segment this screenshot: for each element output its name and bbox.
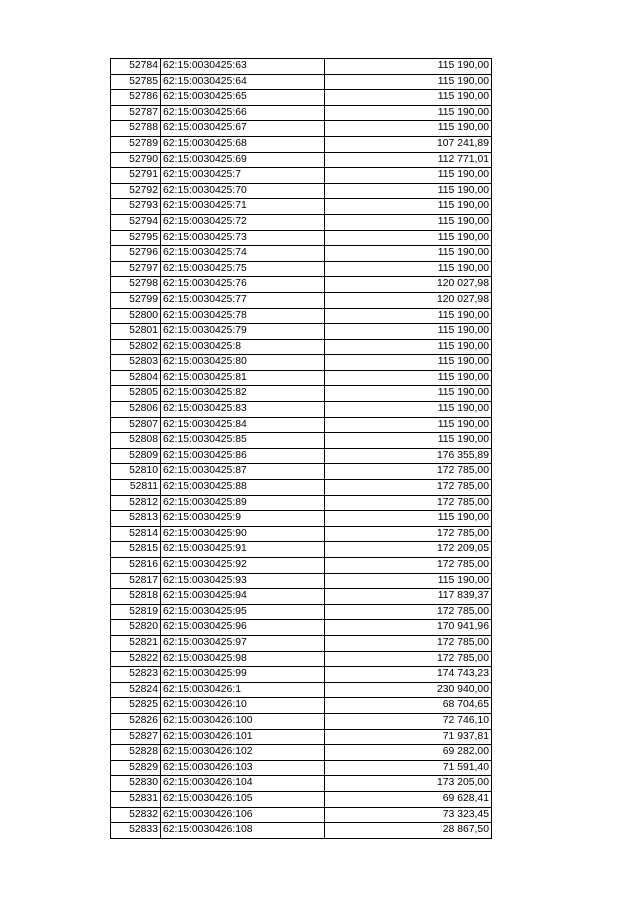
cadastral-value-cell: 172 785,00 xyxy=(325,464,492,480)
cadastral-number-cell: 62:15:0030425:69 xyxy=(161,152,325,168)
cadastral-value-cell: 115 190,00 xyxy=(325,573,492,589)
cadastral-value-cell: 115 190,00 xyxy=(325,183,492,199)
cadastral-number-cell: 62:15:0030426:103 xyxy=(161,760,325,776)
cadastral-value-cell: 115 190,00 xyxy=(325,230,492,246)
table-row xyxy=(111,620,492,636)
row-number-cell: 52787 xyxy=(111,105,161,121)
cadastral-number-cell: 62:15:0030425:74 xyxy=(161,246,325,262)
cadastral-value-cell: 120 027,98 xyxy=(325,277,492,293)
row-number-cell: 52806 xyxy=(111,402,161,418)
row-number-cell: 52801 xyxy=(111,324,161,340)
cadastral-value-cell: 230 940,00 xyxy=(325,682,492,698)
cadastral-value-cell: 176 355,89 xyxy=(325,448,492,464)
table-row xyxy=(111,105,492,121)
cadastral-value-cell: 170 941,96 xyxy=(325,620,492,636)
row-number-cell: 52799 xyxy=(111,292,161,308)
cadastral-value-cell: 115 190,00 xyxy=(325,59,492,75)
row-number-cell: 52828 xyxy=(111,745,161,761)
cadastral-number-cell: 62:15:0030425:73 xyxy=(161,230,325,246)
cadastral-value-cell: 117 839,37 xyxy=(325,589,492,605)
row-number-cell: 52826 xyxy=(111,713,161,729)
cadastral-value-cell: 115 190,00 xyxy=(325,199,492,215)
row-number-cell: 52825 xyxy=(111,698,161,714)
cadastral-value-cell: 115 190,00 xyxy=(325,308,492,324)
cadastral-number-cell: 62:15:0030425:91 xyxy=(161,542,325,558)
table-row xyxy=(111,136,492,152)
table-row xyxy=(111,558,492,574)
cadastral-value-cell: 68 704,65 xyxy=(325,698,492,714)
cadastral-value-cell: 71 591,40 xyxy=(325,760,492,776)
cadastral-value-cell: 73 323,45 xyxy=(325,807,492,823)
row-number-cell: 52784 xyxy=(111,59,161,75)
cadastral-number-cell: 62:15:0030426:108 xyxy=(161,823,325,839)
row-number-cell: 52805 xyxy=(111,386,161,402)
document-page xyxy=(110,58,492,839)
row-number-cell: 52804 xyxy=(111,370,161,386)
cadastral-number-cell: 62:15:0030425:95 xyxy=(161,604,325,620)
row-number-cell: 52830 xyxy=(111,776,161,792)
table-row xyxy=(111,121,492,137)
cadastral-number-cell: 62:15:0030425:82 xyxy=(161,386,325,402)
table-row xyxy=(111,526,492,542)
row-number-cell: 52820 xyxy=(111,620,161,636)
row-number-cell: 52809 xyxy=(111,448,161,464)
table-row xyxy=(111,230,492,246)
table-row xyxy=(111,729,492,745)
row-number-cell: 52814 xyxy=(111,526,161,542)
table-row xyxy=(111,713,492,729)
cadastral-value-table xyxy=(110,58,492,839)
table-row xyxy=(111,760,492,776)
table-row xyxy=(111,464,492,480)
row-number-cell: 52817 xyxy=(111,573,161,589)
row-number-cell: 52823 xyxy=(111,667,161,683)
row-number-cell: 52833 xyxy=(111,823,161,839)
cadastral-value-cell: 112 771,01 xyxy=(325,152,492,168)
table-row xyxy=(111,183,492,199)
row-number-cell: 52827 xyxy=(111,729,161,745)
table-row xyxy=(111,214,492,230)
table-row xyxy=(111,511,492,527)
cadastral-number-cell: 62:15:0030426:1 xyxy=(161,682,325,698)
cadastral-number-cell: 62:15:0030425:71 xyxy=(161,199,325,215)
table-row xyxy=(111,308,492,324)
cadastral-value-cell: 115 190,00 xyxy=(325,417,492,433)
cadastral-value-cell: 107 241,89 xyxy=(325,136,492,152)
cadastral-value-cell: 115 190,00 xyxy=(325,324,492,340)
table-row xyxy=(111,433,492,449)
cadastral-number-cell: 62:15:0030425:77 xyxy=(161,292,325,308)
row-number-cell: 52815 xyxy=(111,542,161,558)
table-row xyxy=(111,277,492,293)
cadastral-value-cell: 115 190,00 xyxy=(325,355,492,371)
table-row xyxy=(111,370,492,386)
cadastral-value-cell: 172 785,00 xyxy=(325,495,492,511)
table-row xyxy=(111,542,492,558)
table-row xyxy=(111,199,492,215)
cadastral-number-cell: 62:15:0030425:85 xyxy=(161,433,325,449)
table-row xyxy=(111,573,492,589)
table-row xyxy=(111,90,492,106)
cadastral-value-cell: 115 190,00 xyxy=(325,121,492,137)
table-row xyxy=(111,339,492,355)
cadastral-value-cell: 115 190,00 xyxy=(325,105,492,121)
cadastral-value-cell: 115 190,00 xyxy=(325,261,492,277)
cadastral-number-cell: 62:15:0030425:96 xyxy=(161,620,325,636)
row-number-cell: 52795 xyxy=(111,230,161,246)
table-row xyxy=(111,59,492,75)
cadastral-number-cell: 62:15:0030425:89 xyxy=(161,495,325,511)
cadastral-value-cell: 172 785,00 xyxy=(325,651,492,667)
cadastral-value-cell: 115 190,00 xyxy=(325,402,492,418)
table-row xyxy=(111,417,492,433)
table-row xyxy=(111,635,492,651)
cadastral-number-cell: 62:15:0030425:81 xyxy=(161,370,325,386)
cadastral-value-cell: 115 190,00 xyxy=(325,90,492,106)
table-row xyxy=(111,589,492,605)
row-number-cell: 52821 xyxy=(111,635,161,651)
cadastral-value-cell: 174 743,23 xyxy=(325,667,492,683)
cadastral-value-cell: 115 190,00 xyxy=(325,386,492,402)
table-row xyxy=(111,604,492,620)
cadastral-value-cell: 172 785,00 xyxy=(325,604,492,620)
row-number-cell: 52816 xyxy=(111,558,161,574)
cadastral-number-cell: 62:15:0030426:10 xyxy=(161,698,325,714)
table-row xyxy=(111,386,492,402)
table-body xyxy=(111,59,492,839)
cadastral-number-cell: 62:15:0030425:98 xyxy=(161,651,325,667)
cadastral-number-cell: 62:15:0030425:72 xyxy=(161,214,325,230)
cadastral-number-cell: 62:15:0030425:9 xyxy=(161,511,325,527)
cadastral-value-cell: 69 628,41 xyxy=(325,791,492,807)
table-row xyxy=(111,292,492,308)
row-number-cell: 52819 xyxy=(111,604,161,620)
cadastral-number-cell: 62:15:0030425:97 xyxy=(161,635,325,651)
cadastral-number-cell: 62:15:0030426:104 xyxy=(161,776,325,792)
cadastral-number-cell: 62:15:0030425:70 xyxy=(161,183,325,199)
table-row xyxy=(111,495,492,511)
row-number-cell: 52802 xyxy=(111,339,161,355)
row-number-cell: 52794 xyxy=(111,214,161,230)
row-number-cell: 52790 xyxy=(111,152,161,168)
cadastral-number-cell: 62:15:0030425:79 xyxy=(161,324,325,340)
cadastral-value-cell: 72 746,10 xyxy=(325,713,492,729)
table-row xyxy=(111,246,492,262)
cadastral-value-cell: 172 785,00 xyxy=(325,526,492,542)
row-number-cell: 52822 xyxy=(111,651,161,667)
row-number-cell: 52812 xyxy=(111,495,161,511)
row-number-cell: 52800 xyxy=(111,308,161,324)
row-number-cell: 52810 xyxy=(111,464,161,480)
row-number-cell: 52785 xyxy=(111,74,161,90)
row-number-cell: 52807 xyxy=(111,417,161,433)
row-number-cell: 52792 xyxy=(111,183,161,199)
table-row xyxy=(111,261,492,277)
table-row xyxy=(111,168,492,184)
cadastral-value-cell: 172 785,00 xyxy=(325,480,492,496)
row-number-cell: 52786 xyxy=(111,90,161,106)
table-row xyxy=(111,807,492,823)
table-row xyxy=(111,823,492,839)
cadastral-number-cell: 62:15:0030425:80 xyxy=(161,355,325,371)
cadastral-value-cell: 115 190,00 xyxy=(325,246,492,262)
table-row xyxy=(111,324,492,340)
table-row xyxy=(111,791,492,807)
row-number-cell: 52797 xyxy=(111,261,161,277)
cadastral-number-cell: 62:15:0030425:94 xyxy=(161,589,325,605)
row-number-cell: 52796 xyxy=(111,246,161,262)
cadastral-value-cell: 115 190,00 xyxy=(325,370,492,386)
cadastral-value-cell: 115 190,00 xyxy=(325,433,492,449)
table-row xyxy=(111,682,492,698)
table-row xyxy=(111,480,492,496)
cadastral-number-cell: 62:15:0030425:93 xyxy=(161,573,325,589)
cadastral-number-cell: 62:15:0030425:66 xyxy=(161,105,325,121)
row-number-cell: 52811 xyxy=(111,480,161,496)
cadastral-value-cell: 115 190,00 xyxy=(325,214,492,230)
cadastral-value-cell: 115 190,00 xyxy=(325,339,492,355)
row-number-cell: 52818 xyxy=(111,589,161,605)
cadastral-number-cell: 62:15:0030425:76 xyxy=(161,277,325,293)
cadastral-value-cell: 172 785,00 xyxy=(325,558,492,574)
cadastral-value-cell: 172 785,00 xyxy=(325,635,492,651)
table-row xyxy=(111,667,492,683)
cadastral-number-cell: 62:15:0030425:75 xyxy=(161,261,325,277)
table-row xyxy=(111,355,492,371)
cadastral-number-cell: 62:15:0030425:87 xyxy=(161,464,325,480)
cadastral-value-cell: 120 027,98 xyxy=(325,292,492,308)
cadastral-number-cell: 62:15:0030425:68 xyxy=(161,136,325,152)
cadastral-number-cell: 62:15:0030425:64 xyxy=(161,74,325,90)
cadastral-number-cell: 62:15:0030426:100 xyxy=(161,713,325,729)
row-number-cell: 52803 xyxy=(111,355,161,371)
cadastral-number-cell: 62:15:0030425:78 xyxy=(161,308,325,324)
table-row xyxy=(111,698,492,714)
row-number-cell: 52813 xyxy=(111,511,161,527)
cadastral-number-cell: 62:15:0030426:105 xyxy=(161,791,325,807)
cadastral-value-cell: 173 205,00 xyxy=(325,776,492,792)
table-row xyxy=(111,651,492,667)
table-row xyxy=(111,745,492,761)
table-row xyxy=(111,448,492,464)
row-number-cell: 52791 xyxy=(111,168,161,184)
cadastral-number-cell: 62:15:0030426:106 xyxy=(161,807,325,823)
cadastral-value-cell: 115 190,00 xyxy=(325,168,492,184)
cadastral-value-cell: 115 190,00 xyxy=(325,511,492,527)
row-number-cell: 52824 xyxy=(111,682,161,698)
cadastral-number-cell: 62:15:0030425:65 xyxy=(161,90,325,106)
cadastral-number-cell: 62:15:0030425:84 xyxy=(161,417,325,433)
cadastral-number-cell: 62:15:0030425:99 xyxy=(161,667,325,683)
cadastral-value-cell: 28 867,50 xyxy=(325,823,492,839)
cadastral-number-cell: 62:15:0030425:63 xyxy=(161,59,325,75)
cadastral-number-cell: 62:15:0030425:7 xyxy=(161,168,325,184)
table-row xyxy=(111,402,492,418)
cadastral-number-cell: 62:15:0030425:88 xyxy=(161,480,325,496)
cadastral-value-cell: 172 209,05 xyxy=(325,542,492,558)
cadastral-number-cell: 62:15:0030425:8 xyxy=(161,339,325,355)
cadastral-value-cell: 71 937,81 xyxy=(325,729,492,745)
cadastral-number-cell: 62:15:0030425:86 xyxy=(161,448,325,464)
cadastral-value-cell: 115 190,00 xyxy=(325,74,492,90)
cadastral-number-cell: 62:15:0030425:67 xyxy=(161,121,325,137)
cadastral-number-cell: 62:15:0030426:102 xyxy=(161,745,325,761)
row-number-cell: 52798 xyxy=(111,277,161,293)
row-number-cell: 52832 xyxy=(111,807,161,823)
row-number-cell: 52788 xyxy=(111,121,161,137)
cadastral-value-cell: 69 282,00 xyxy=(325,745,492,761)
row-number-cell: 52831 xyxy=(111,791,161,807)
cadastral-number-cell: 62:15:0030425:90 xyxy=(161,526,325,542)
row-number-cell: 52789 xyxy=(111,136,161,152)
cadastral-number-cell: 62:15:0030426:101 xyxy=(161,729,325,745)
row-number-cell: 52808 xyxy=(111,433,161,449)
table-row xyxy=(111,74,492,90)
cadastral-number-cell: 62:15:0030425:83 xyxy=(161,402,325,418)
cadastral-number-cell: 62:15:0030425:92 xyxy=(161,558,325,574)
row-number-cell: 52793 xyxy=(111,199,161,215)
row-number-cell: 52829 xyxy=(111,760,161,776)
table-row xyxy=(111,776,492,792)
table-row xyxy=(111,152,492,168)
